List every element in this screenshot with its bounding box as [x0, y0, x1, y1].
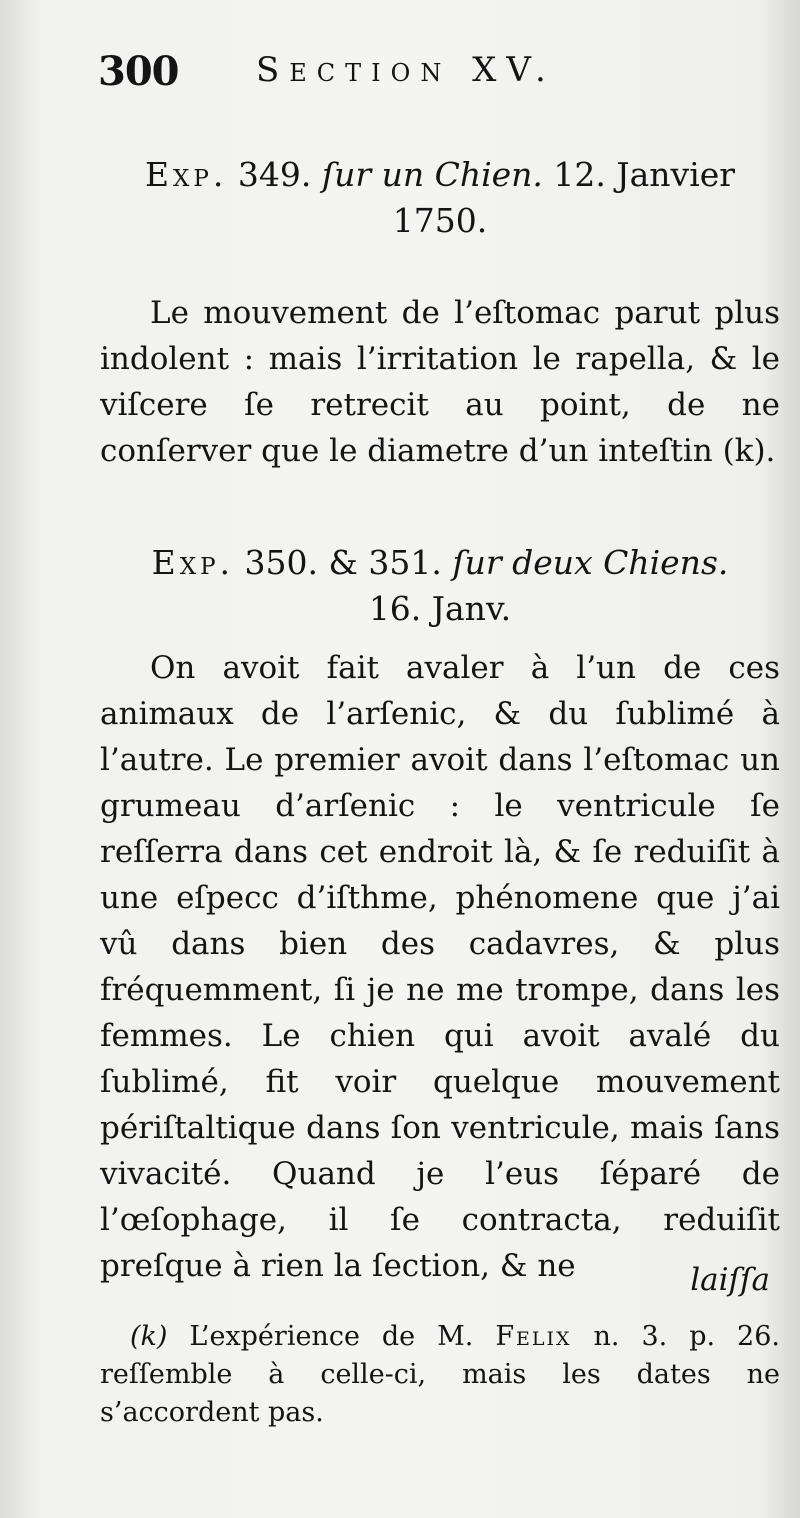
experiment-subject: ſur un Chien.	[321, 155, 543, 194]
running-head: Section XV.	[256, 50, 556, 90]
catchword: laiſſa	[690, 1262, 770, 1298]
experiment-label: Exp.	[151, 543, 235, 582]
experiment-350-heading-line1	[100, 540, 780, 586]
experiment-350-date: 16. Janv.	[368, 589, 512, 628]
footnote-text-before: L’expérience de M.	[189, 1321, 474, 1352]
experiment-349-paragraph: Le mouvement de l’eſtomac parut plus indolent : mais l’irritation le rapella, & le viſcere ſe retrecit au point, de ne conſerver que le diametre d’un inteſtin (k).	[100, 295, 780, 469]
footnote-marker: (k)	[130, 1321, 168, 1352]
page-header	[98, 48, 698, 98]
footnote	[100, 1318, 780, 1432]
experiment-349-year: 1750.	[392, 201, 488, 240]
experiment-subject: ſur deux Chiens.	[452, 543, 729, 582]
experiment-349-heading-line1	[100, 152, 780, 198]
footnote-text-after: n. 3. p. 26. reſſemble à celle-ci, mais les dates ne s’accordent pas.	[100, 1321, 780, 1428]
experiment-number: 349.	[237, 155, 312, 194]
experiment-349-heading	[100, 152, 780, 244]
experiment-350-paragraph: On avoit fait avaler à l’un de ces animaux de l’arſenic, & du ſublimé à l’autre. Le premier avoit dans l’eſtomac un grumeau d’arſenic : le ventricule ſe reſſerra dans cet endroit là, & ſe reduiſit à une eſpecc d’iſthme, phénomene que j’ai vû dans bien des cadavres, & plus fréquemment, ſi je ne me trompe, dans les femmes. Le chien qui avoit avalé du ſublimé, fit voir quelque mouvement périſtaltique dans ſon ventricule, mais ſans vivacité. Quand je l’eus ſéparé de l’œſophage, il ſe contracta, reduiſit preſque à rien la ſection, & ne	[100, 650, 780, 1284]
footnote-author-name: Felix	[495, 1321, 572, 1352]
experiment-350-heading	[100, 540, 780, 632]
page-number: 300	[98, 48, 179, 95]
experiment-date: 12. Janvier	[553, 155, 736, 194]
experiment-label: Exp.	[144, 155, 228, 194]
experiment-number: 350. & 351.	[244, 543, 442, 582]
